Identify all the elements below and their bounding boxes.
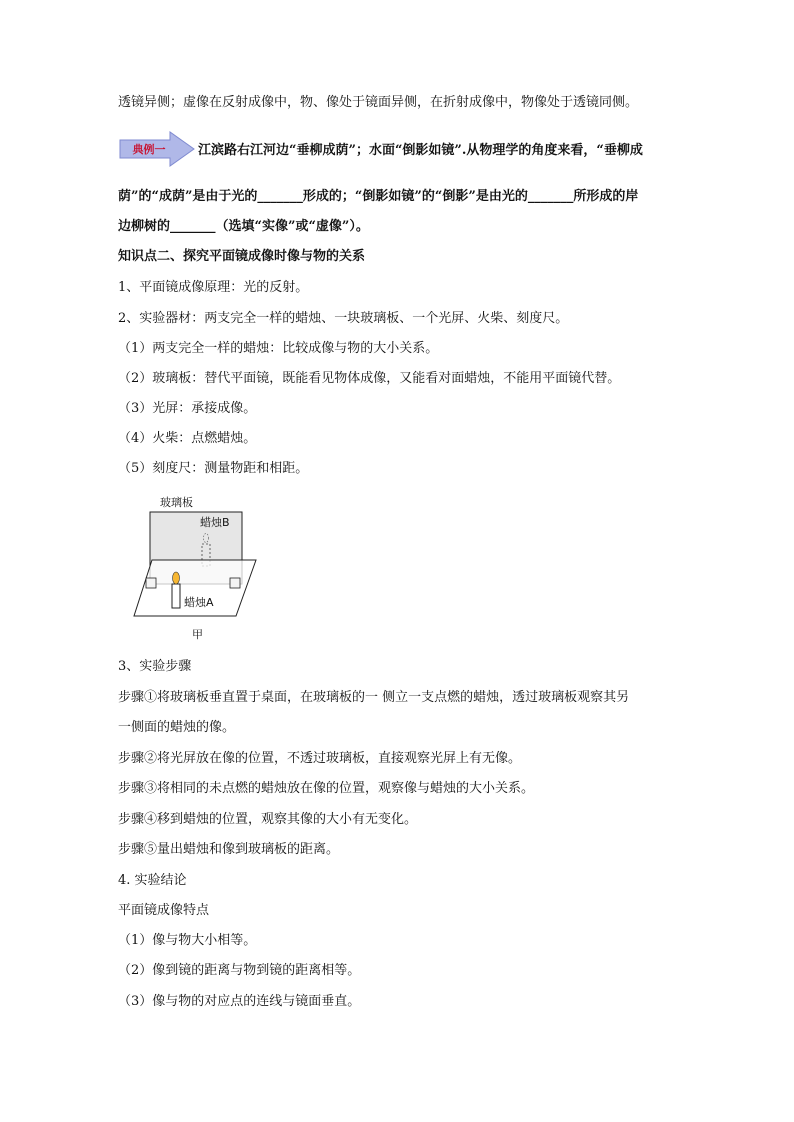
- conclusion-1: （1）像与物大小相等。: [118, 933, 257, 948]
- step-2: 步骤②将光屏放在像的位置，不透过玻璃板，直接观察光屏上有无像。: [118, 751, 522, 766]
- stand-right: [230, 578, 240, 588]
- example-text-line-2: 荫”的“成荫”是由于光的_______形成的；“倒影如镜”的“倒影”是由光的_______所形成的岸: [118, 189, 639, 204]
- section-heading: 知识点二、探究平面镜成像时像与物的关系: [118, 249, 366, 264]
- step-1-line-1: 步骤①将玻璃板垂直置于桌面，在玻璃板的一 侧立一支点燃的蜡烛，透过玻璃板观察其另: [118, 690, 630, 705]
- example-badge-label: 典例一: [132, 143, 166, 156]
- conclusion-3: （3）像与物的对应点的连线与镜面垂直。: [118, 994, 361, 1009]
- step-1-line-2: 一侧面的蜡烛的像。: [118, 720, 236, 735]
- example-badge: [118, 130, 196, 168]
- point-4: 4. 实验结论: [118, 873, 187, 888]
- glass-label: 玻璃板: [160, 496, 193, 509]
- text-line: 透镜异侧；虚像在反射成像中，物、像处于镜面异侧，在折射成像中，物像处于透镜同侧。: [118, 95, 639, 110]
- step-5: 步骤⑤量出蜡烛和像到玻璃板的距离。: [118, 842, 340, 857]
- candle-a-label: 蜡烛A: [184, 596, 214, 609]
- item-1: （1）两支完全一样的蜡烛：比较成像与物的大小关系。: [118, 341, 439, 356]
- item-5: （5）刻度尺：测量物距和相距。: [118, 461, 309, 476]
- conclusion-heading: 平面镜成像特点: [118, 903, 210, 918]
- item-3: （3）光屏：承接成像。: [118, 401, 257, 416]
- point-3: 3、实验步骤: [118, 659, 192, 674]
- item-2: （2）玻璃板：替代平面镜，既能看见物体成像，又能看对面蜡烛，不能用平面镜代替。: [118, 371, 621, 386]
- example-text-line-3: 边柳树的_______（选填“实像”或“虚像”）。: [118, 219, 369, 234]
- item-4: （4）火柴：点燃蜡烛。: [118, 431, 257, 446]
- candle-b-label: 蜡烛B: [200, 516, 230, 529]
- point-1: 1、平面镜成像原理：光的反射。: [118, 280, 309, 295]
- figure-caption: 甲: [192, 628, 203, 641]
- step-3: 步骤③将相同的未点燃的蜡烛放在像的位置，观察像与蜡烛的大小关系。: [118, 781, 535, 796]
- stand-left: [146, 578, 156, 588]
- experiment-figure: [132, 494, 262, 642]
- candle-a: [172, 584, 180, 608]
- step-4: 步骤④移到蜡烛的位置，观察其像的大小有无变化。: [118, 812, 418, 827]
- example-text-line-1: 江滨路右江河边“垂柳成荫”；水面“倒影如镜”.从物理学的角度来看，“垂柳成: [198, 143, 643, 158]
- flame-icon: [173, 572, 180, 584]
- conclusion-2: （2）像到镜的距离与物到镜的距离相等。: [118, 963, 361, 978]
- point-2: 2、实验器材：两支完全一样的蜡烛、一块玻璃板、一个光屏、火柴、刻度尺。: [118, 311, 569, 326]
